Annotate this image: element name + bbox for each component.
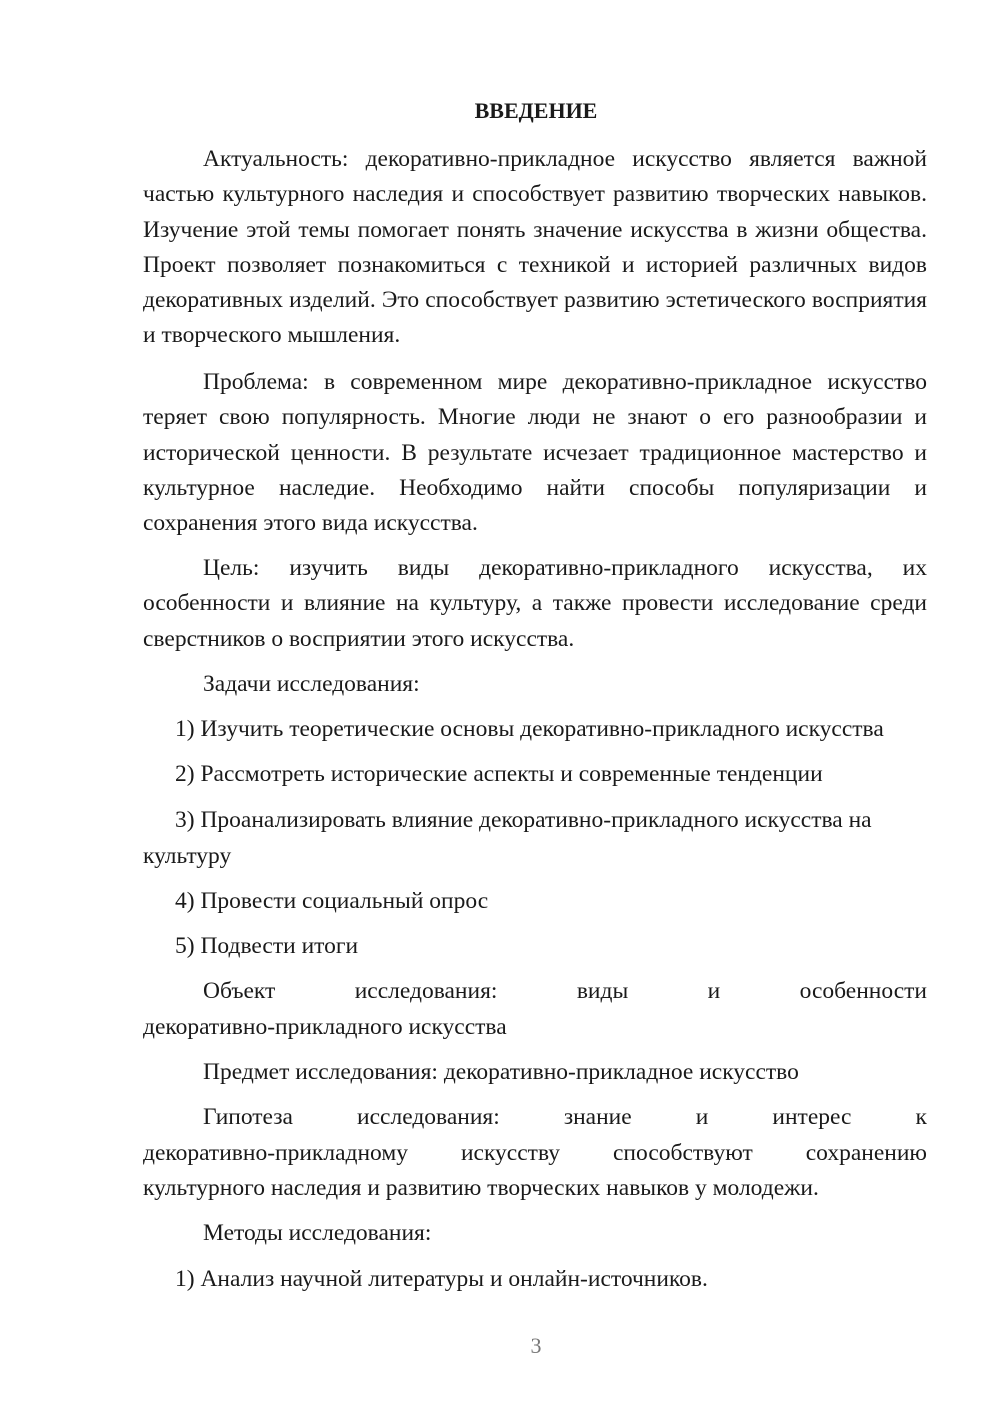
hypothesis-line-2 <box>143 1136 927 1171</box>
task-item-1: 1) Изучить теоретические основы декоративно-прикладного искусства <box>175 716 884 742</box>
object-word: исследования: <box>354 978 498 1004</box>
relevance-paragraph <box>143 142 927 354</box>
problem-text: Проблема: в современном мире декоративно-прикладное искусство теряет свою популярность. Многие люди не знают о его разнообразии и исторической ценности. В результате исчезает традиционное мастерство и культурное наследие. Необходимо найти способы популяризации и сохранения этого вида искусства. <box>143 369 927 537</box>
hypothesis-word: к <box>915 1104 927 1130</box>
object-word: виды <box>576 978 629 1004</box>
task-item-2: 2) Рассмотреть исторические аспекты и современные тенденции <box>175 761 823 787</box>
subject-line: Предмет исследования: декоративно-прикладное искусство <box>203 1059 799 1085</box>
object-line <box>203 974 927 1009</box>
object-word: Объект <box>203 978 276 1004</box>
task-item-3-continuation: культуру <box>143 843 232 869</box>
object-word: и <box>707 978 721 1004</box>
goal-text: Цель: изучить виды декоративно-прикладного искусства, их особенности и влияние на культуру, а также провести исследование среди сверстников о восприятии этого искусства. <box>143 555 927 652</box>
hypothesis-word: исследования: <box>357 1104 500 1130</box>
hypothesis-word: способствуют <box>612 1140 753 1166</box>
page-number: 3 <box>530 1333 542 1358</box>
hypothesis-word: искусству <box>460 1140 560 1166</box>
task-item-4: 4) Провести социальный опрос <box>175 888 489 914</box>
hypothesis-word: декоративно-прикладному <box>143 1140 408 1166</box>
hypothesis-word: интерес <box>772 1104 852 1130</box>
hypothesis-line-1 <box>203 1100 927 1135</box>
hypothesis-word: Гипотеза <box>203 1104 293 1130</box>
method-item-1: 1) Анализ научной литературы и онлайн-источников. <box>175 1266 708 1292</box>
relevance-text: Актуальность: декоративно-прикладное искусство является важной частью культурного наследия и способствует развитию творческих навыков. Изучение этой темы помогает понять значение искусства в жизни общества. Проект позволяет познакомиться с техникой и историей различных видов декоративных изделий. Это способствует развитию эстетического восприятия и творческого мышления. <box>143 146 927 349</box>
hypothesis-word: сохранению <box>805 1140 927 1166</box>
section-title: ВВЕДЕНИЕ <box>474 98 598 123</box>
tasks-heading: Задачи исследования: <box>203 671 420 697</box>
goal-paragraph <box>143 551 927 657</box>
hypothesis-line-3: культурного наследия и развитию творческих навыков у молодежи. <box>143 1175 819 1201</box>
task-item-3: 3) Проанализировать влияние декоративно-прикладного искусства на <box>175 807 872 833</box>
task-item-5: 5) Подвести итоги <box>175 933 359 959</box>
object-word: особенности <box>799 978 927 1004</box>
methods-heading: Методы исследования: <box>203 1220 432 1246</box>
hypothesis-word: знание <box>563 1104 632 1130</box>
hypothesis-word: и <box>695 1104 709 1130</box>
object-line-2: декоративно-прикладного искусства <box>143 1014 507 1040</box>
problem-paragraph <box>143 365 927 541</box>
